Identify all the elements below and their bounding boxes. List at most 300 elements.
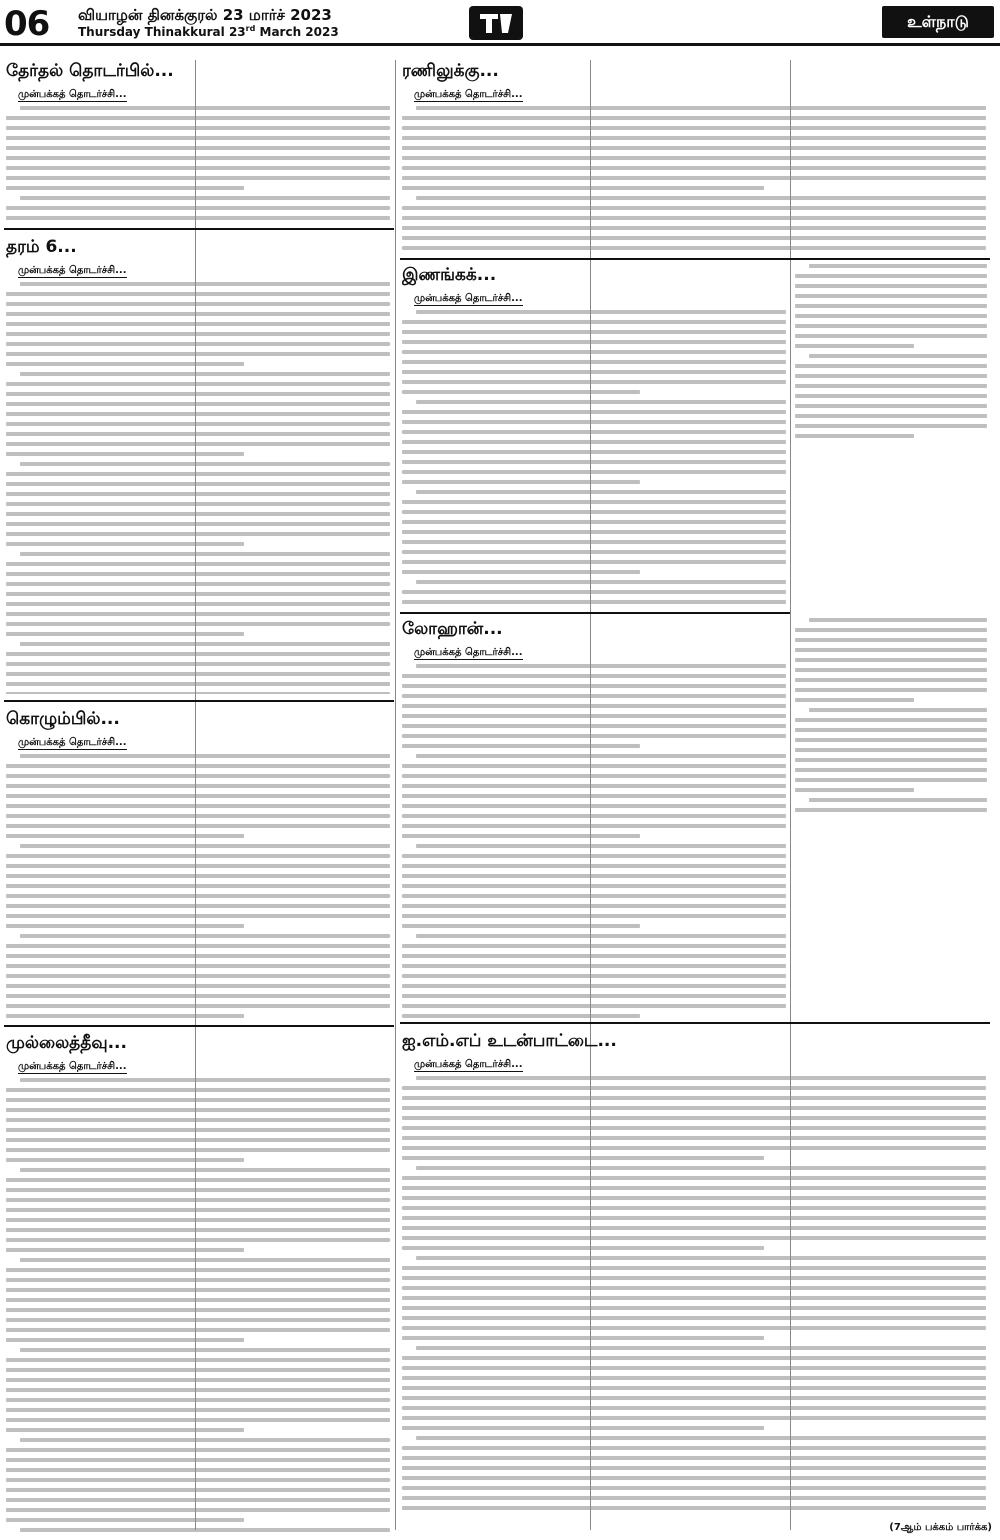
article-election — [6, 60, 390, 222]
text-line — [6, 216, 390, 220]
headline: தரம் 6... — [6, 237, 77, 257]
text-line — [6, 512, 390, 516]
text-line — [795, 304, 987, 308]
text-line — [795, 758, 987, 762]
headline: ரணிலுக்கு... — [402, 61, 499, 81]
text-line — [6, 1518, 244, 1522]
text-line — [416, 580, 786, 584]
kicker: முன்பக்கத் தொடர்ச்சி... — [18, 737, 127, 748]
text-line — [6, 1158, 244, 1162]
text-line — [402, 380, 786, 384]
text-line — [402, 550, 786, 554]
text-line — [6, 352, 390, 356]
text-line — [795, 718, 987, 722]
text-line — [402, 1386, 986, 1390]
text-line — [402, 570, 640, 574]
text-line — [402, 714, 786, 718]
text-line — [402, 1336, 764, 1340]
text-line — [402, 874, 786, 878]
text-line — [402, 734, 786, 738]
text-line — [402, 704, 786, 708]
text-line — [20, 552, 390, 556]
text-line — [6, 1148, 390, 1152]
text-line — [6, 854, 390, 858]
text-line — [6, 482, 390, 486]
text-line — [402, 236, 986, 240]
text-line — [6, 1208, 390, 1212]
text-line — [6, 874, 390, 878]
text-line — [6, 492, 390, 496]
kicker: முன்பக்கத் தொடர்ச்சி... — [18, 1061, 127, 1072]
article-continuation — [795, 264, 987, 608]
text-line — [795, 334, 987, 338]
text-line — [416, 754, 786, 758]
text-line — [6, 1198, 390, 1202]
kicker: முன்பக்கத் தொடர்ச்சி... — [414, 647, 523, 658]
text-line — [402, 156, 986, 160]
text-line — [402, 924, 640, 928]
text-line — [6, 332, 390, 336]
text-line — [6, 1378, 390, 1382]
article-continuation — [795, 618, 987, 1018]
text-line — [6, 322, 390, 326]
text-line — [6, 1138, 390, 1142]
text-line — [809, 708, 987, 712]
text-line — [402, 430, 786, 434]
text-line — [6, 1488, 390, 1492]
text-line — [6, 964, 390, 968]
text-line — [6, 1398, 390, 1402]
text-line — [6, 1088, 390, 1092]
headline: லோஹான்... — [402, 619, 503, 639]
text-line — [20, 462, 390, 466]
text-line — [6, 1368, 390, 1372]
text-line — [795, 324, 987, 328]
text-line — [402, 450, 786, 454]
text-line — [6, 864, 390, 868]
text-line — [402, 1146, 986, 1150]
text-line — [6, 784, 390, 788]
text-line — [809, 618, 987, 622]
text-line — [6, 1014, 244, 1018]
text-line — [6, 206, 390, 210]
text-line — [402, 600, 786, 604]
headline: ஐ.எம்.எப் உடன்பாட்டை... — [402, 1031, 617, 1051]
text-line — [416, 310, 786, 314]
article-joining — [402, 264, 786, 608]
article-text — [6, 282, 390, 694]
text-line — [6, 186, 244, 190]
text-line — [402, 1246, 764, 1250]
text-line — [402, 824, 786, 828]
text-line — [6, 1004, 390, 1008]
text-line — [6, 156, 390, 160]
article-mullaitivu — [6, 1032, 390, 1532]
text-line — [20, 1168, 390, 1172]
text-line — [6, 392, 390, 396]
text-line — [6, 402, 390, 406]
text-line — [795, 414, 987, 418]
text-line — [6, 944, 390, 948]
text-line — [6, 432, 390, 436]
text-line — [6, 382, 390, 386]
text-line — [795, 394, 987, 398]
text-line — [6, 904, 390, 908]
text-line — [6, 1388, 390, 1392]
text-line — [402, 884, 786, 888]
headline: முல்லைத்தீவு... — [6, 1033, 127, 1053]
text-line — [402, 216, 986, 220]
text-line — [6, 1478, 390, 1482]
text-line — [402, 510, 786, 514]
text-line — [20, 196, 390, 200]
text-line — [795, 628, 987, 632]
text-line — [795, 434, 914, 438]
date-english-prefix: Thursday Thinakkural 23 — [78, 25, 246, 39]
text-line — [402, 904, 786, 908]
text-line — [6, 502, 390, 506]
text-line — [795, 404, 987, 408]
text-line — [6, 682, 390, 686]
text-line — [20, 1348, 390, 1352]
text-line — [402, 764, 786, 768]
text-line — [402, 370, 786, 374]
text-line — [795, 364, 987, 368]
text-line — [402, 674, 786, 678]
text-line — [402, 1216, 986, 1220]
headline: இணங்கக்... — [402, 265, 497, 285]
text-line — [6, 924, 244, 928]
text-line — [6, 292, 390, 296]
text-line — [416, 106, 986, 110]
text-line — [416, 490, 786, 494]
article-text — [795, 618, 987, 812]
text-line — [795, 738, 987, 742]
text-line — [402, 1116, 986, 1120]
text-line — [20, 1258, 390, 1262]
text-line — [809, 264, 987, 268]
text-line — [6, 774, 390, 778]
text-line — [416, 1256, 986, 1260]
text-line — [416, 934, 786, 938]
text-line — [402, 1086, 986, 1090]
text-line — [402, 226, 986, 230]
kicker: முன்பக்கத் தொடர்ச்சி... — [414, 1059, 523, 1070]
text-line — [6, 442, 390, 446]
text-line — [402, 460, 786, 464]
text-line — [6, 612, 390, 616]
text-line — [795, 424, 987, 428]
text-line — [402, 1326, 986, 1330]
text-line — [6, 834, 244, 838]
text-line — [795, 748, 987, 752]
article-text — [402, 106, 986, 254]
text-line — [6, 562, 390, 566]
text-line — [6, 1178, 390, 1182]
article-grade6 — [6, 236, 390, 694]
text-line — [20, 372, 390, 376]
text-line — [402, 1266, 986, 1270]
text-line — [795, 374, 987, 378]
text-line — [402, 784, 786, 788]
text-line — [795, 384, 987, 388]
text-line — [6, 532, 390, 536]
article-text — [6, 754, 390, 1018]
text-line — [795, 638, 987, 642]
text-line — [6, 1128, 390, 1132]
text-line — [402, 1126, 986, 1130]
text-line — [402, 944, 786, 948]
text-line — [402, 1004, 786, 1008]
text-line — [6, 542, 244, 546]
text-line — [6, 974, 390, 978]
date-english-suffix: March 2023 — [255, 25, 339, 39]
text-line — [416, 1166, 986, 1170]
text-line — [402, 1176, 986, 1180]
text-line — [6, 136, 390, 140]
text-line — [6, 984, 390, 988]
section-rule — [400, 258, 990, 260]
text-line — [6, 1408, 390, 1412]
section-rule — [4, 1025, 394, 1027]
text-line — [416, 196, 986, 200]
text-line — [6, 126, 390, 130]
section-tag: உள்நாடு — [882, 6, 994, 38]
text-line — [6, 412, 390, 416]
text-line — [795, 808, 987, 812]
section-rule — [4, 700, 394, 702]
text-line — [402, 480, 640, 484]
text-line — [402, 994, 786, 998]
article-text — [6, 106, 390, 222]
text-line — [795, 344, 914, 348]
text-line — [20, 1078, 390, 1082]
text-line — [795, 728, 987, 732]
text-line — [6, 1428, 244, 1432]
text-line — [6, 1298, 390, 1302]
text-line — [416, 1436, 986, 1440]
text-line — [402, 410, 786, 414]
text-line — [402, 1276, 986, 1280]
article-text — [6, 1078, 390, 1532]
text-line — [402, 1206, 986, 1210]
text-line — [402, 694, 786, 698]
text-line — [402, 340, 786, 344]
kicker: முன்பக்கத் தொடர்ச்சி... — [414, 293, 523, 304]
text-line — [6, 1268, 390, 1272]
article-imf — [402, 1030, 986, 1516]
text-line — [6, 1328, 390, 1332]
text-line — [6, 582, 390, 586]
text-line — [6, 804, 390, 808]
text-line — [6, 146, 390, 150]
text-line — [6, 1188, 390, 1192]
text-line — [402, 814, 786, 818]
text-line — [402, 520, 786, 524]
text-line — [402, 1226, 986, 1230]
text-line — [402, 1446, 986, 1450]
text-line — [6, 1228, 390, 1232]
text-line — [402, 894, 786, 898]
page-number: 06 — [4, 4, 50, 44]
text-line — [6, 302, 390, 306]
text-line — [402, 530, 786, 534]
text-line — [6, 632, 244, 636]
text-line — [795, 768, 987, 772]
text-line — [6, 622, 390, 626]
article-lohan — [402, 618, 786, 1018]
text-line — [402, 176, 986, 180]
text-line — [795, 668, 987, 672]
section-rule — [400, 612, 790, 614]
text-line — [402, 1236, 986, 1240]
text-line — [402, 1014, 640, 1018]
text-line — [795, 314, 987, 318]
text-line — [402, 954, 786, 958]
text-line — [6, 1308, 390, 1312]
text-line — [402, 330, 786, 334]
text-line — [402, 744, 640, 748]
article-ranil — [402, 60, 986, 254]
text-line — [402, 1316, 986, 1320]
text-line — [6, 312, 390, 316]
text-line — [402, 964, 786, 968]
text-line — [20, 282, 390, 286]
article-text — [402, 1076, 986, 1516]
text-line — [402, 420, 786, 424]
article-colombo — [6, 708, 390, 1018]
text-line — [402, 470, 786, 474]
text-line — [6, 1118, 390, 1122]
text-line — [402, 1106, 986, 1110]
text-line — [795, 648, 987, 652]
text-line — [6, 994, 390, 998]
text-line — [402, 1356, 986, 1360]
section-rule — [400, 1022, 990, 1024]
text-line — [402, 146, 986, 150]
text-line — [402, 724, 786, 728]
date-english — [78, 24, 339, 39]
text-line — [6, 764, 390, 768]
text-line — [795, 688, 987, 692]
kicker: முன்பக்கத் தொடர்ச்சி... — [18, 265, 127, 276]
text-line — [402, 1426, 764, 1430]
text-line — [402, 1096, 986, 1100]
text-line — [795, 698, 914, 702]
text-line — [795, 678, 987, 682]
text-line — [6, 652, 390, 656]
text-line — [795, 778, 987, 782]
text-line — [402, 1406, 986, 1410]
text-line — [6, 914, 390, 918]
text-line — [402, 1196, 986, 1200]
article-text — [402, 310, 786, 608]
text-line — [6, 176, 390, 180]
text-line — [20, 844, 390, 848]
text-line — [6, 522, 390, 526]
text-line — [6, 592, 390, 596]
text-line — [402, 974, 786, 978]
text-line — [402, 186, 764, 190]
text-line — [402, 350, 786, 354]
text-line — [6, 794, 390, 798]
text-line — [6, 602, 390, 606]
text-line — [402, 360, 786, 364]
text-line — [402, 590, 786, 594]
text-line — [402, 1456, 986, 1460]
text-line — [402, 1296, 986, 1300]
text-line — [6, 1448, 390, 1452]
text-line — [6, 1248, 244, 1252]
text-line — [6, 662, 390, 666]
text-line — [402, 116, 986, 120]
text-line — [20, 934, 390, 938]
text-line — [402, 126, 986, 130]
text-line — [402, 1286, 986, 1290]
text-line — [6, 692, 390, 694]
headline: தேர்தல் தொடர்பில்... — [6, 61, 174, 81]
text-line — [6, 1338, 244, 1342]
text-line — [6, 1288, 390, 1292]
text-line — [6, 572, 390, 576]
text-line — [416, 1346, 986, 1350]
text-line — [6, 884, 390, 888]
text-line — [402, 1416, 986, 1420]
text-line — [6, 1098, 390, 1102]
text-line — [402, 834, 640, 838]
text-line — [402, 136, 986, 140]
text-line — [402, 1376, 986, 1380]
text-line — [6, 116, 390, 120]
text-line — [6, 452, 244, 456]
text-line — [416, 664, 786, 668]
date-tamil: வியாழன் தினக்குரல் 23 மார்ச் 2023 — [78, 6, 332, 24]
text-line — [402, 794, 786, 798]
text-line — [416, 1076, 986, 1080]
text-line — [402, 1486, 986, 1490]
text-line — [795, 658, 987, 662]
masthead — [0, 0, 1000, 46]
text-line — [402, 500, 786, 504]
text-line — [6, 1508, 390, 1512]
text-line — [6, 166, 390, 170]
text-line — [6, 672, 390, 676]
text-line — [402, 320, 786, 324]
text-line — [402, 1476, 986, 1480]
headline: கொழும்பில்... — [6, 709, 120, 729]
text-line — [402, 1136, 986, 1140]
text-line — [402, 1366, 986, 1370]
newspaper-logo-icon — [468, 5, 524, 41]
text-line — [416, 844, 786, 848]
text-line — [402, 984, 786, 988]
text-line — [402, 166, 986, 170]
text-line — [402, 1306, 986, 1310]
kicker: முன்பக்கத் தொடர்ச்சி... — [18, 89, 127, 100]
text-line — [6, 824, 390, 828]
text-line — [402, 1186, 986, 1190]
kicker: முன்பக்கத் தொடர்ச்சி... — [414, 89, 523, 100]
text-line — [795, 788, 914, 792]
continued-note: (7ஆம் பக்கம் பார்க்க) — [889, 1522, 992, 1533]
text-line — [6, 362, 244, 366]
text-line — [6, 1458, 390, 1462]
text-line — [6, 1468, 390, 1472]
article-text — [402, 664, 786, 1018]
date-english-sup: rd — [245, 24, 256, 33]
text-line — [6, 342, 390, 346]
text-line — [6, 954, 390, 958]
